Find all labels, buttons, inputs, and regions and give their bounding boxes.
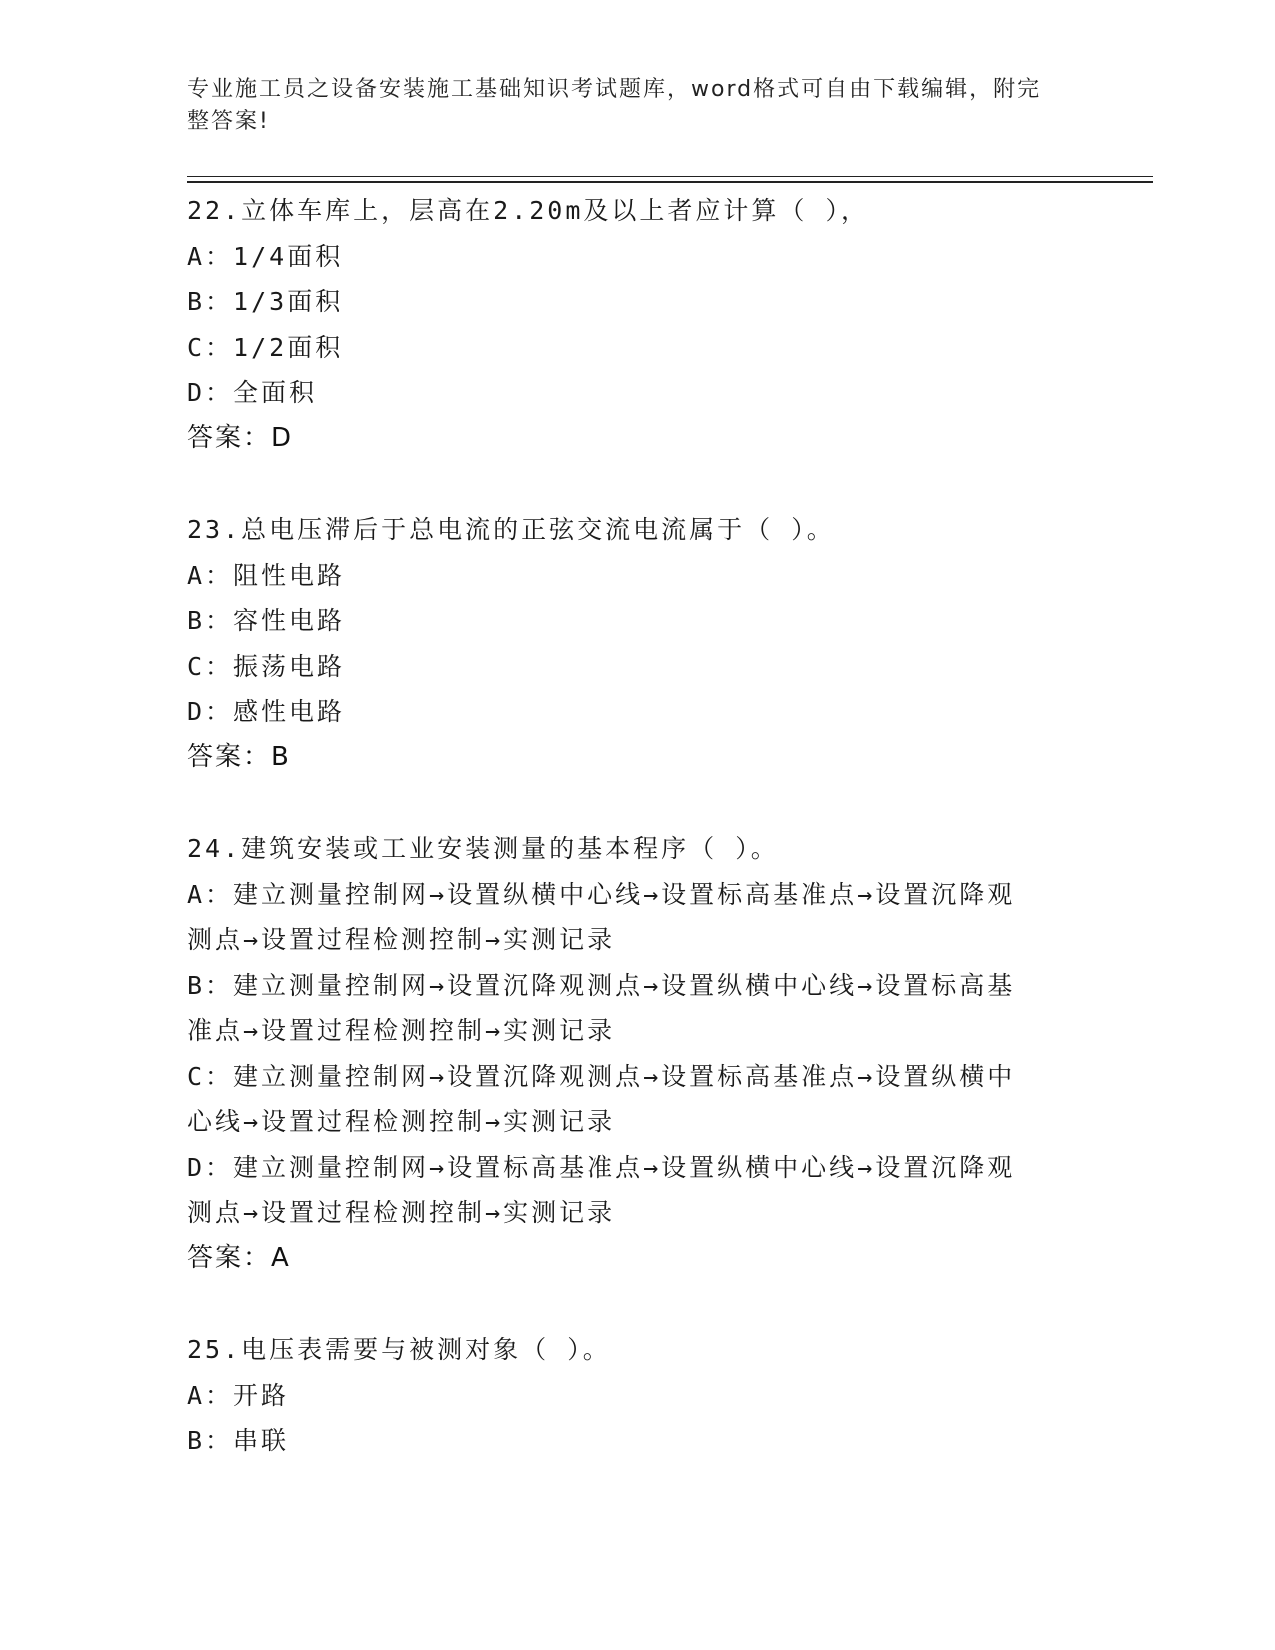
option-c: C：振荡电路	[187, 651, 346, 681]
question-stem: 24.建筑安装或工业安装测量的基本程序（ ）。	[187, 834, 779, 863]
answer-label: 答案：A	[187, 1242, 291, 1273]
question-list	[187, 188, 1087, 1510]
option-b-line-1: B：建立测量控制网→设置沉降观测点→设置纵横中心线→设置标高基	[187, 970, 1016, 1000]
option-b: B：容性电路	[187, 606, 346, 635]
option-c: C：1/2面积	[187, 332, 344, 362]
header-line-1: 专业施工员之设备安装施工基础知识考试题库，word格式可自由下载编辑，附完	[187, 77, 1042, 102]
option-b: B：1/3面积	[187, 287, 344, 316]
option-c-line-2: 心线→设置过程检测控制→实测记录	[187, 1107, 616, 1136]
question-24	[187, 826, 1087, 1281]
option-d-line-2: 测点→设置过程检测控制→实测记录	[187, 1198, 616, 1227]
header-divider-thin	[187, 176, 1153, 177]
option-a: A：阻性电路	[187, 560, 346, 590]
option-d: D：感性电路	[187, 697, 346, 726]
answer-label: 答案：B	[187, 741, 291, 772]
question-stem: 22.立体车库上，层高在2.20m及以上者应计算（ ），	[187, 196, 869, 225]
option-a-line-1: A：建立测量控制网→设置纵横中心线→设置标高基准点→设置沉降观	[187, 879, 1016, 909]
option-b-line-2: 准点→设置过程检测控制→实测记录	[187, 1016, 616, 1045]
header-line-2: 整答案!	[187, 109, 270, 134]
question-25	[187, 1327, 1087, 1464]
question-22	[187, 188, 1087, 461]
document-header	[187, 74, 1067, 138]
option-b: B：串联	[187, 1426, 290, 1455]
answer-label: 答案：D	[187, 422, 294, 453]
option-c-line-1: C：建立测量控制网→设置沉降观测点→设置标高基准点→设置纵横中	[187, 1061, 1016, 1091]
option-b	[187, 963, 1087, 1054]
option-a	[187, 872, 1087, 963]
question-stem: 23.总电压滞后于总电流的正弦交流电流属于（ ）。	[187, 515, 835, 544]
option-d: D：全面积	[187, 378, 318, 407]
option-a-line-2: 测点→设置过程检测控制→实测记录	[187, 925, 616, 954]
option-a: A：开路	[187, 1380, 290, 1410]
question-stem: 25.电压表需要与被测对象（ ）。	[187, 1335, 611, 1364]
option-c	[187, 1054, 1087, 1145]
question-23	[187, 507, 1087, 780]
header-divider-thick	[187, 181, 1153, 183]
option-d-line-1: D：建立测量控制网→设置标高基准点→设置纵横中心线→设置沉降观	[187, 1152, 1016, 1182]
option-a: A：1/4面积	[187, 241, 344, 271]
option-d	[187, 1145, 1087, 1236]
